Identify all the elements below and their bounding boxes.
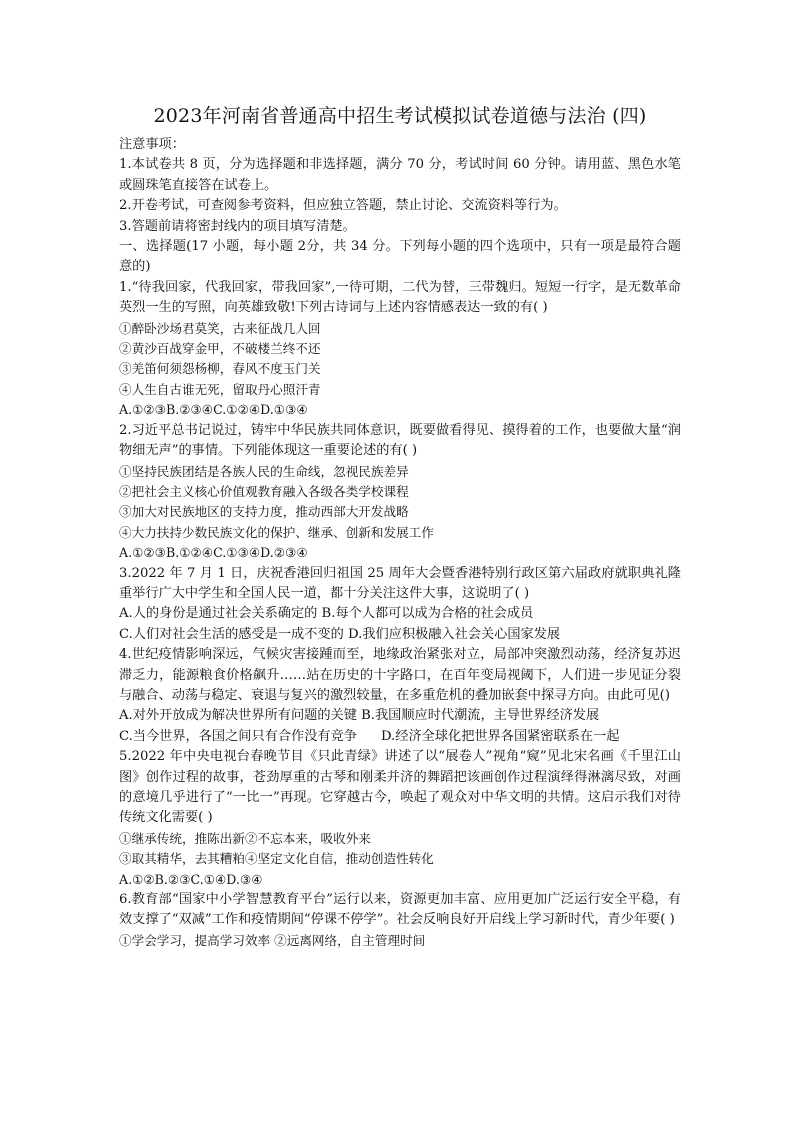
- question-1-option-4: ④人生自古谁无死，留取丹心照汗青: [119, 381, 321, 397]
- question-1-answers: A.①②③B.②③④C.①②④D.①③④: [119, 402, 308, 418]
- notice-item-3: 3.答题前请将密封线内的项目填写清楚。: [119, 218, 356, 234]
- question-4-options-cd: [119, 727, 681, 747]
- notice-item-2: 2.开卷考试，可查阅参考资料，但应独立答题，禁止讨论、交流资料等行为。: [119, 198, 567, 214]
- question-6-option-12: ①学会学习，提高学习效率 ②远离网络，自主管理时间: [119, 932, 426, 948]
- question-1-option-2: ②黄沙百战穿金甲，不破楼兰终不还: [119, 341, 321, 357]
- question-4-option-d: D.经济全球化把世界各国紧密联系在一起: [381, 728, 620, 744]
- question-2-option-1: ①坚持民族团结是各族人民的生命线，忽视民族差异: [119, 463, 409, 479]
- exam-page: [119, 101, 681, 951]
- question-1-option-3: ③羌笛何须怨杨柳，春风不度玉门关: [119, 361, 321, 377]
- question-3-stem: 3.2022 年 7 月 1 日，庆祝香港回归祖国 25 周年大会暨香港特别行政区第六届政府就职典礼隆重举行广大中学生和全国人民一道，都十分关注这件大事，这说明了( ): [119, 565, 681, 601]
- question-2-option-2: ②把社会主义核心价值观教育融入各级各类学校课程: [119, 483, 409, 499]
- question-5-answers: A.①②B.②③C.①④D.③④: [119, 871, 263, 887]
- question-2-option-3: ③加大对民族地区的支持力度，推动西部大开发战略: [119, 504, 409, 520]
- question-6-stem: 6.教育部“国家中小学智慧教育平台”运行以来，资源更加丰富、应用更加广泛运行安全平稳，有效支撑了“双减”工作和疫情期间“停课不停学”。社会反响良好开启线上学习新时代，青少年要( ): [119, 892, 681, 928]
- question-5-option-34: ③取其精华，去其糟粕④坚定文化自信，推动创造性转化: [119, 851, 434, 867]
- question-4-option-c: C.当今世界，各国之间只有合作没有竞争: [119, 728, 357, 744]
- question-2-option-4: ④大力扶持少数民族文化的保护、继承、创新和发展工作: [119, 524, 434, 540]
- question-3-options-ab: A.人的身份是通过社会关系确定的 B.每个人都可以成为合格的社会成员: [119, 606, 534, 622]
- question-5-option-12: ①继承传统，推陈出新②不忘本来，吸收外来: [119, 830, 371, 846]
- question-2-stem: 2.习近平总书记说过，铸牢中华民族共同体意识，既要做看得见、摸得着的工作，也要做大量“润物细无声”的事情。下列能体现这一重要论述的有( ): [119, 422, 681, 459]
- question-1-option-1: ①醉卧沙场君莫笑，古来征战几人回: [119, 320, 321, 336]
- question-1-stem: 1.“待我回家，代我回家，带我回家”,一待可期，二代为替，三带魏归。短短一行字，是无数革命英烈一生的写照，向英雄致敬!下列古诗词与上述内容情感表达一致的有( ): [119, 279, 681, 316]
- question-3-options-cd: C.人们对社会生活的感受是一成不变的 D.我们应积极融入社会关心国家发展: [119, 626, 561, 642]
- question-4-options-ab: A.对外开放成为解决世界所有问题的关键 B.我国顺应时代潮流，主导世界经济发展: [119, 708, 600, 724]
- notice-item-1: 1.本试卷共 8 页，分为选择题和非选择题，满分 70 分，考试时间 60 分钟。请用蓝、黑色水笔或圆珠笔直接答在试卷上。: [119, 157, 681, 193]
- question-4-stem: 4.世纪疫情影响深远，气候灾害接踵而至，地缘政治紧张对立，局部冲突激烈动荡，经济复苏迟滞乏力，能源粮食价格飙升……站在历史的十字路口，在百年变局视阈下，人们进一步见证分裂与融合、动荡与稳定、衰退与复兴的激烈较量，在多重危机的叠加嵌套中探寻方向。由此可见(): [119, 647, 681, 703]
- question-5-stem: 5.2022 年中央电视台春晚节目《只此青绿》讲述了以“展卷人”视角“窥”见北宋名画《千里江山图》创作过程的故事，苍劲厚重的古琴和刚柔并济的舞蹈把该画创作过程演绎得淋漓尽致，对画的意境几乎进行了“一比一”再现。它穿越古今，唤起了观众对中华文明的共情。这启示我们对待传统文化需要( ): [119, 749, 681, 826]
- section-heading: 一、选择题(17 小题，每小题 2分，共 34 分。下列每小题的四个选项中，只有一项是最符合题意的): [119, 239, 681, 275]
- notice-heading: 注意事项：: [119, 137, 185, 152]
- page-title: 2023年河南省普通高中招生考试模拟试卷道德与法治 (四): [153, 105, 647, 127]
- question-2-answers: A.①②③B.①②④C.①③④D.②③④: [119, 545, 308, 561]
